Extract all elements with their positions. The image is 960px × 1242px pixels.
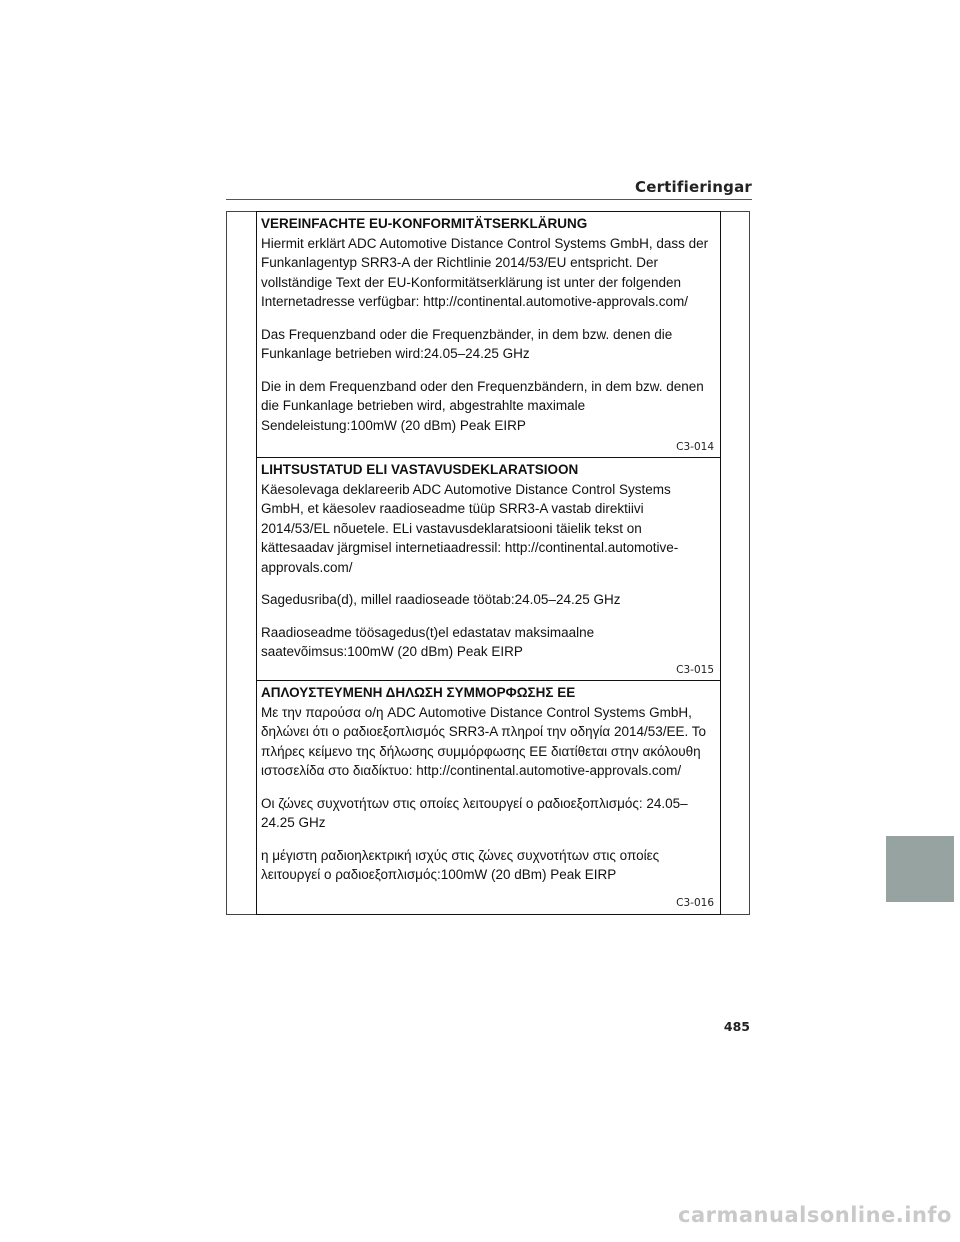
certification-table xyxy=(256,211,721,915)
section-paragraph: η μέγιστη ραδιοηλεκτρική ισχύς στις ζώνες συχνοτήτων στις οποίες λειτουργεί ο ραδιοεξοπλισμός:100mW (20 dBm) Peak EIRP xyxy=(261,847,660,882)
section-paragraph: Käesolevaga deklareerib ADC Automotive Distance Control Systems GmbH, et käesolev raadioseadme tüüp SRR3-A vastab direktiivi 2014/53/EL nõuetele. ELi vastavusdeklaratsiooni täielik tekst on kättesaadav järgmisel internetiaadressil: http://continental.automotive-approvals.com/ xyxy=(261,481,679,575)
watermark: carmanualsonline.info xyxy=(678,1203,952,1227)
section-paragraph: Raadioseadme töösagedus(t)el edastatav maksimaalne saatevõimsus:100mW (20 dBm) Peak EIRP xyxy=(261,624,595,659)
page-number: 485 xyxy=(723,1019,750,1034)
section-title: VEREINFACHTE EU-KONFORMITÄTSERKLÄRUNG xyxy=(261,216,588,231)
section-paragraph: Οι ζώνες συχνοτήτων στις οποίες λειτουργεί ο ραδιοεξοπλισμός: 24.05–24.25 GHz xyxy=(261,795,688,830)
certification-section-el xyxy=(257,680,720,913)
section-paragraph: Hiermit erklärt ADC Automotive Distance Control Systems GmbH, dass der Funkanlagentyp SRR3-A der Richtlinie 2014/53/EU entspricht. Der vollständige Text der EU-Konformitätserklärung ist unter der folgenden Internetadresse verfügbar: http://continental.automotive-approvals.com/ xyxy=(261,235,709,309)
certification-section-et xyxy=(257,457,720,680)
section-paragraph: Das Frequenzband oder die Frequenzbänder, in dem bzw. denen die Funkanlage betrieben wird:24.05–24.25 GHz xyxy=(261,326,673,361)
section-code: C3-015 xyxy=(676,664,714,676)
certification-section-de xyxy=(257,212,720,457)
section-paragraph: Die in dem Frequenzband oder den Frequenzbändern, in dem bzw. denen die Funkanlage betrieben wird, abgestrahlte maximale Sendeleistung:100mW (20 dBm) Peak EIRP xyxy=(261,378,704,433)
section-paragraph: Sagedusriba(d), millel raadioseade töötab:24.05–24.25 GHz xyxy=(261,592,621,607)
section-title: LIHTSUSTATUD ELI VASTAVUSDEKLARATSIOON xyxy=(261,462,579,477)
section-paragraph: Με την παρούσα ο/η ADC Automotive Distance Control Systems GmbH, δηλώνει ότι ο ραδιοεξοπλισμός SRR3-A πληροί την οδηγία 2014/53/ΕΕ. Το πλήρες κείμενο της δήλωσης συμμόρφωσης ΕΕ διατίθεται στην ακόλουθη ιστοσελίδα στο διαδίκτυο: http://continental.automotive-approvals.com/ xyxy=(261,704,707,778)
chapter-side-tab xyxy=(886,836,954,902)
section-code: C3-016 xyxy=(676,897,714,909)
page-header-title: Certifieringar xyxy=(634,178,752,196)
header-divider xyxy=(226,199,752,200)
section-code: C3-014 xyxy=(676,441,714,453)
section-title: ΑΠΛΟΥΣΤΕΥΜΕΝΗ ΔΗΛΩΣΗ ΣΥΜΜΟΡΦΩΣΗΣ ΕΕ xyxy=(261,685,576,700)
